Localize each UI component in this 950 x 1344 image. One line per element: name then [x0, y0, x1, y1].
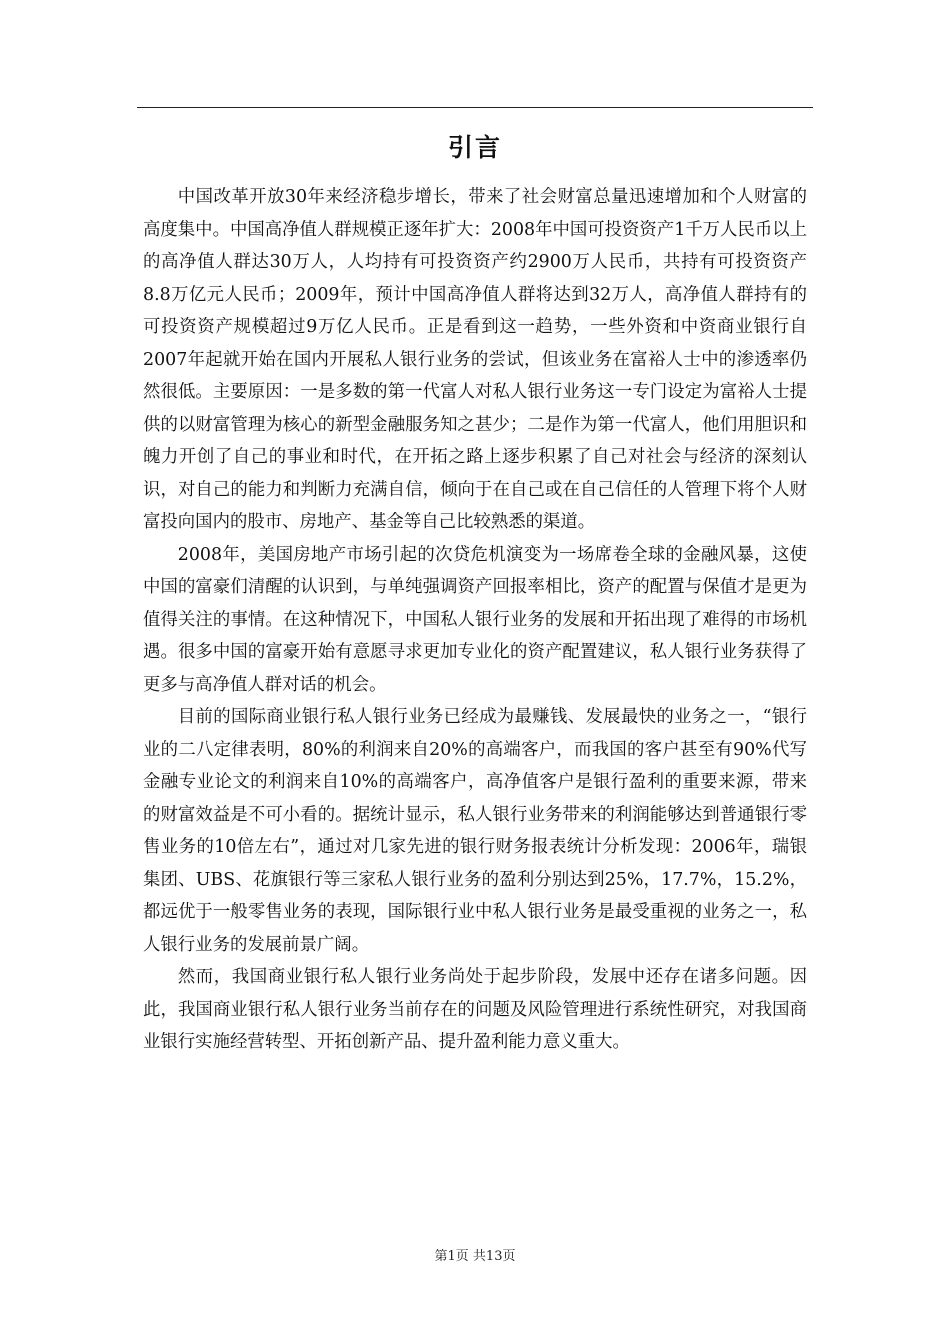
- header-rule: [137, 107, 813, 108]
- paragraph-3: 目前的国际商业银行私人银行业务已经成为最赚钱、发展最快的业务之一，“银行业的二八定律表明，80%的利润来自20%的高端客户，而我国的客户甚至有90%代写金融专业论文的利润来自10%的高端客户，高净值客户是银行盈利的重要来源，带来的财富效益是不可小看的。据统计显示，私人银行业务带来的利润能够达到普通银行零售业务的10倍左右”，通过对几家先进的银行财务报表统计分析发现：2006年，瑞银集团、UBS、花旗银行等三家私人银行业务的盈利分别达到25%，17.7%，15.2%，都远优于一般零售业务的表现，国际银行业中私人银行业务是最受重视的业务之一，私人银行业务的发展前景广阔。: [143, 707, 807, 955]
- body-text: [143, 181, 807, 1059]
- paragraph-4: 然而，我国商业银行私人银行业务尚处于起步阶段，发展中还存在诸多问题。因此，我国商业银行私人银行业务当前存在的问题及风险管理进行系统性研究，对我国商业银行实施经营转型、开拓创新产品、提升盈利能力意义重大。: [143, 967, 807, 1052]
- page-title: 引言: [447, 133, 502, 162]
- paragraph-2: 2008年，美国房地产市场引起的次贷危机演变为一场席卷全球的金融风暴，这使中国的富豪们清醒的认识到，与单纯强调资产回报率相比，资产的配置与保值才是更为值得关注的事情。在这种情况下，中国私人银行业务的发展和开拓出现了难得的市场机遇。很多中国的富豪开始有意愿寻求更加专业化的资产配置建议，私人银行业务获得了更多与高净值人群对话的机会。: [143, 544, 807, 695]
- page-number-footer: 第1页 共13页: [434, 1249, 516, 1264]
- paragraph-1: 中国改革开放30年来经济稳步增长，带来了社会财富总量迅速增加和个人财富的高度集中。中国高净值人群规模正逐年扩大：2008年中国可投资资产1千万人民币以上的高净值人群达30万人，人均持有可投资资产约2900万人民币，共持有可投资资产8.8万亿元人民币；2009年，预计中国高净值人群将达到32万人，高净值人群持有的可投资资产规模超过9万亿人民币。正是看到这一趋势，一些外资和中资商业银行自2007年起就开始在国内开展私人银行业务的尝试，但该业务在富裕人士中的渗透率仍然很低。主要原因：一是多数的第一代富人对私人银行业务这一专门设定为富裕人士提供的以财富管理为核心的新型金融服务知之甚少；二是作为第一代富人，他们用胆识和魄力开创了自己的事业和时代，在开拓之路上逐步积累了自己对社会与经济的深刻认识，对自己的能力和判断力充满自信，倾向于在自己或在自己信任的人管理下将个人财富投向国内的股市、房地产、基金等自己比较熟悉的渠道。: [143, 187, 807, 532]
